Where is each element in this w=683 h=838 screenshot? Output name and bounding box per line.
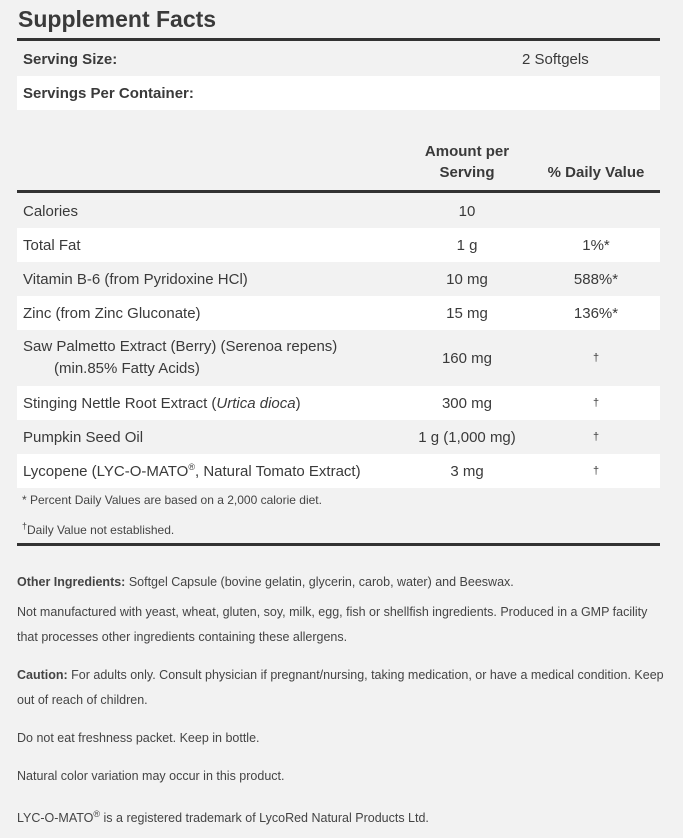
nutrient-dv: 136%* bbox=[573, 304, 619, 322]
caution-label: Caution: bbox=[17, 668, 68, 682]
nutrient-dv: 1%* bbox=[582, 236, 610, 254]
nutrient-dv: † bbox=[592, 397, 600, 409]
amount-header-line1: Amount per bbox=[424, 143, 510, 160]
freshness-note: Do not eat freshness packet. Keep in bottle. bbox=[17, 731, 260, 745]
nutrient-name: Vitamin B-6 (from Pyridoxine HCl) bbox=[23, 270, 248, 288]
table-row bbox=[17, 454, 660, 488]
trademark-prefix: LYC-O-MATO bbox=[17, 811, 94, 826]
nutrient-amount: 15 mg bbox=[446, 304, 488, 322]
nutrient-dv: † bbox=[592, 465, 600, 477]
dagger-symbol: † bbox=[22, 521, 28, 531]
nutrient-name bbox=[23, 395, 301, 412]
page-title: Supplement Facts bbox=[18, 6, 217, 32]
serving-size-value: 2 Softgels bbox=[522, 50, 589, 68]
nutrient-amount: 1 g (1,000 mg) bbox=[418, 428, 516, 446]
registered-mark: ® bbox=[188, 462, 195, 472]
amount-header-line2: Serving bbox=[439, 164, 495, 181]
dagger-text: Daily Value not established. bbox=[27, 523, 175, 537]
table-row bbox=[17, 262, 660, 296]
name-prefix: Lycopene (LYC-O-MATO bbox=[23, 463, 189, 480]
color-note: Natural color variation may occur in this product. bbox=[17, 769, 285, 783]
name-suffix: , Natural Tomato Extract) bbox=[194, 463, 361, 480]
nutrient-dv: † bbox=[592, 431, 600, 443]
table-row bbox=[17, 228, 660, 262]
divider bbox=[17, 543, 660, 546]
allergen-note: Not manufactured with yeast, wheat, gluten, soy, milk, egg, fish or shellfish ingredients. Produced in a GMP facility that processes other ingredients containing these allergens. bbox=[17, 605, 648, 644]
nutrient-amount: 1 g bbox=[456, 236, 478, 254]
caution-text: For adults only. Consult physician if pregnant/nursing, taking medication, or have a medical condition. Keep out of reach of children. bbox=[17, 668, 664, 707]
divider bbox=[17, 190, 660, 193]
nutrient-name-line2: (min.85% Fatty Acids) bbox=[54, 360, 200, 377]
table-row bbox=[17, 296, 660, 330]
name-suffix: ) bbox=[295, 394, 301, 412]
nutrient-name: Saw Palmetto Extract (Berry) (Serenoa repens) bbox=[23, 338, 338, 355]
trademark-note bbox=[17, 802, 667, 831]
nutrient-name: Calories bbox=[23, 202, 79, 220]
divider bbox=[17, 38, 660, 41]
footnote-dagger bbox=[22, 521, 174, 537]
nutrient-name: Total Fat bbox=[23, 236, 81, 254]
other-ingredients bbox=[17, 570, 667, 595]
other-ingredients-label: Other Ingredients: bbox=[17, 575, 126, 589]
nutrient-amount: 300 mg bbox=[441, 394, 493, 412]
caution bbox=[17, 663, 667, 713]
nutrient-dv: † bbox=[592, 352, 600, 364]
table-row bbox=[17, 386, 660, 420]
nutrient-amount: 160 mg bbox=[441, 349, 493, 367]
nutrient-amount: 3 mg bbox=[450, 462, 484, 480]
name-prefix: Stinging Nettle Root Extract ( bbox=[23, 394, 217, 412]
other-ingredients-text: Softgel Capsule (bovine gelatin, glycerin, carob, water) and Beeswax. bbox=[125, 575, 514, 589]
nutrient-amount: 10 bbox=[458, 202, 476, 220]
table-row bbox=[17, 194, 660, 228]
daily-value-header: % Daily Value bbox=[547, 164, 645, 181]
name-latin: Urtica dioca bbox=[216, 394, 296, 412]
serving-size-label: Serving Size: bbox=[23, 50, 118, 68]
registered-mark: ® bbox=[93, 809, 101, 819]
trademark-suffix: is a registered trademark of LycoRed Natural Products Ltd. bbox=[100, 811, 429, 826]
amount-per-serving-header bbox=[412, 141, 522, 183]
nutrient-dv: 588%* bbox=[573, 270, 619, 288]
servings-per-container-label: Servings Per Container: bbox=[23, 84, 194, 102]
servings-per-container-row bbox=[17, 76, 660, 110]
table-row bbox=[17, 330, 660, 386]
nutrient-name: Pumpkin Seed Oil bbox=[23, 428, 144, 446]
nutrient-name bbox=[23, 462, 361, 480]
footnote-percent: * Percent Daily Values are based on a 2,000 calorie diet. bbox=[22, 493, 322, 507]
table-row bbox=[17, 420, 660, 454]
nutrient-amount: 10 mg bbox=[446, 270, 488, 288]
nutrient-name: Zinc (from Zinc Gluconate) bbox=[23, 304, 201, 322]
serving-size-row bbox=[17, 42, 660, 76]
